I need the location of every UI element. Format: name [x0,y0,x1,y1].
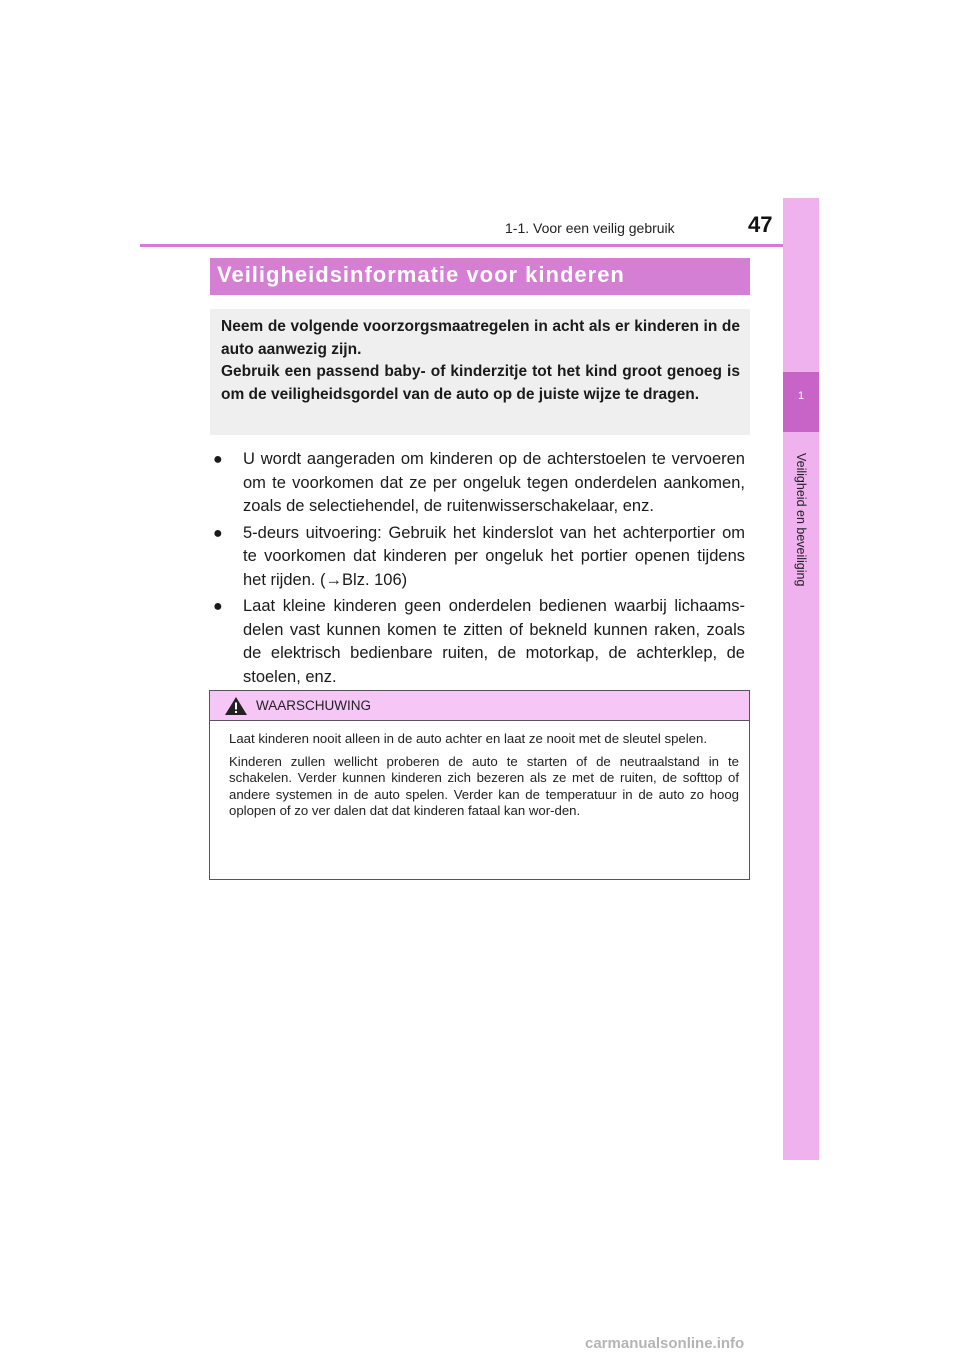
watermark: carmanualsonline.info [585,1335,745,1352]
intro-paragraph: Neem de volgende voorzorgsmaatregelen in acht als er kinderen in de auto aanwezig zijn. [221,318,740,358]
chapter-tab-active-marker [783,372,819,432]
warning-paragraph: Laat kinderen nooit alleen in de auto achter en laat ze nooit met de sleutel spelen. [229,731,708,746]
header-divider [140,244,818,247]
bullet-text: Laat kleine kinderen geen onderdelen bedienen waarbij lichaams-delen vast kunnen komen te zitten of bekneld kunnen raken, zoals de elektrisch bedienbare ruiten, de motorkap, de achterklep, de stoelen, enz. [243,597,745,686]
bullet-list [212,448,745,692]
warning-title: WAARSCHUWING [256,698,371,713]
intro-paragraph: Gebruik een passend baby- of kinderzitje tot het kind groot genoeg is om de veiligheidsgordel van de auto op de juiste wijze te dragen. [221,363,740,403]
warning-paragraph: Kinderen zullen wellicht proberen de auto te starten of de neutraalstand in te schakelen. Verder kunnen kinderen zich bezeren als ze met de ruiten, de softtop of andere systemen in de auto spelen. Verder kan de temperatuur in de auto zo hoog oplopen of zo ver dalen dat dat kinderen fataal kan wor-den. [229,754,739,818]
bullet-text: U wordt aangeraden om kinderen op de achterstoelen te vervoeren om te voorkomen dat ze per ongeluk tegen onderdelen aankomen, zoals de selectiehendel, de ruitenwisserschakelaar, enz. [243,450,745,515]
bullet-item [212,448,745,519]
bullet-dot-icon: ● [213,451,223,468]
chapter-number: 1 [797,390,805,402]
header-section-title: 1-1. Voor een veilig gebruik [505,220,675,236]
bullet-item [212,522,745,593]
warning-triangle-icon [224,696,248,716]
chapter-side-tab [783,198,819,1160]
chapter-label: Veiligheid en beveiliging [794,453,808,587]
section-title: Veiligheidsinformatie voor kinderen [217,262,625,287]
bullet-dot-icon: ● [213,524,223,542]
intro-box [210,309,750,435]
section-title-bar [210,258,750,295]
warning-box [209,690,750,880]
warning-header [210,691,749,721]
bullet-dot-icon: ● [213,598,223,615]
warning-body [210,721,749,819]
bullet-item [212,595,745,689]
bullet-text: 5-deurs uitvoering: Gebruik het kinderslot van het achterportier om te voorkomen dat kinderen per ongeluk het portier openen tijdens het rijden. (→Blz. 106) [243,523,745,589]
page-number: 47 [748,212,773,237]
